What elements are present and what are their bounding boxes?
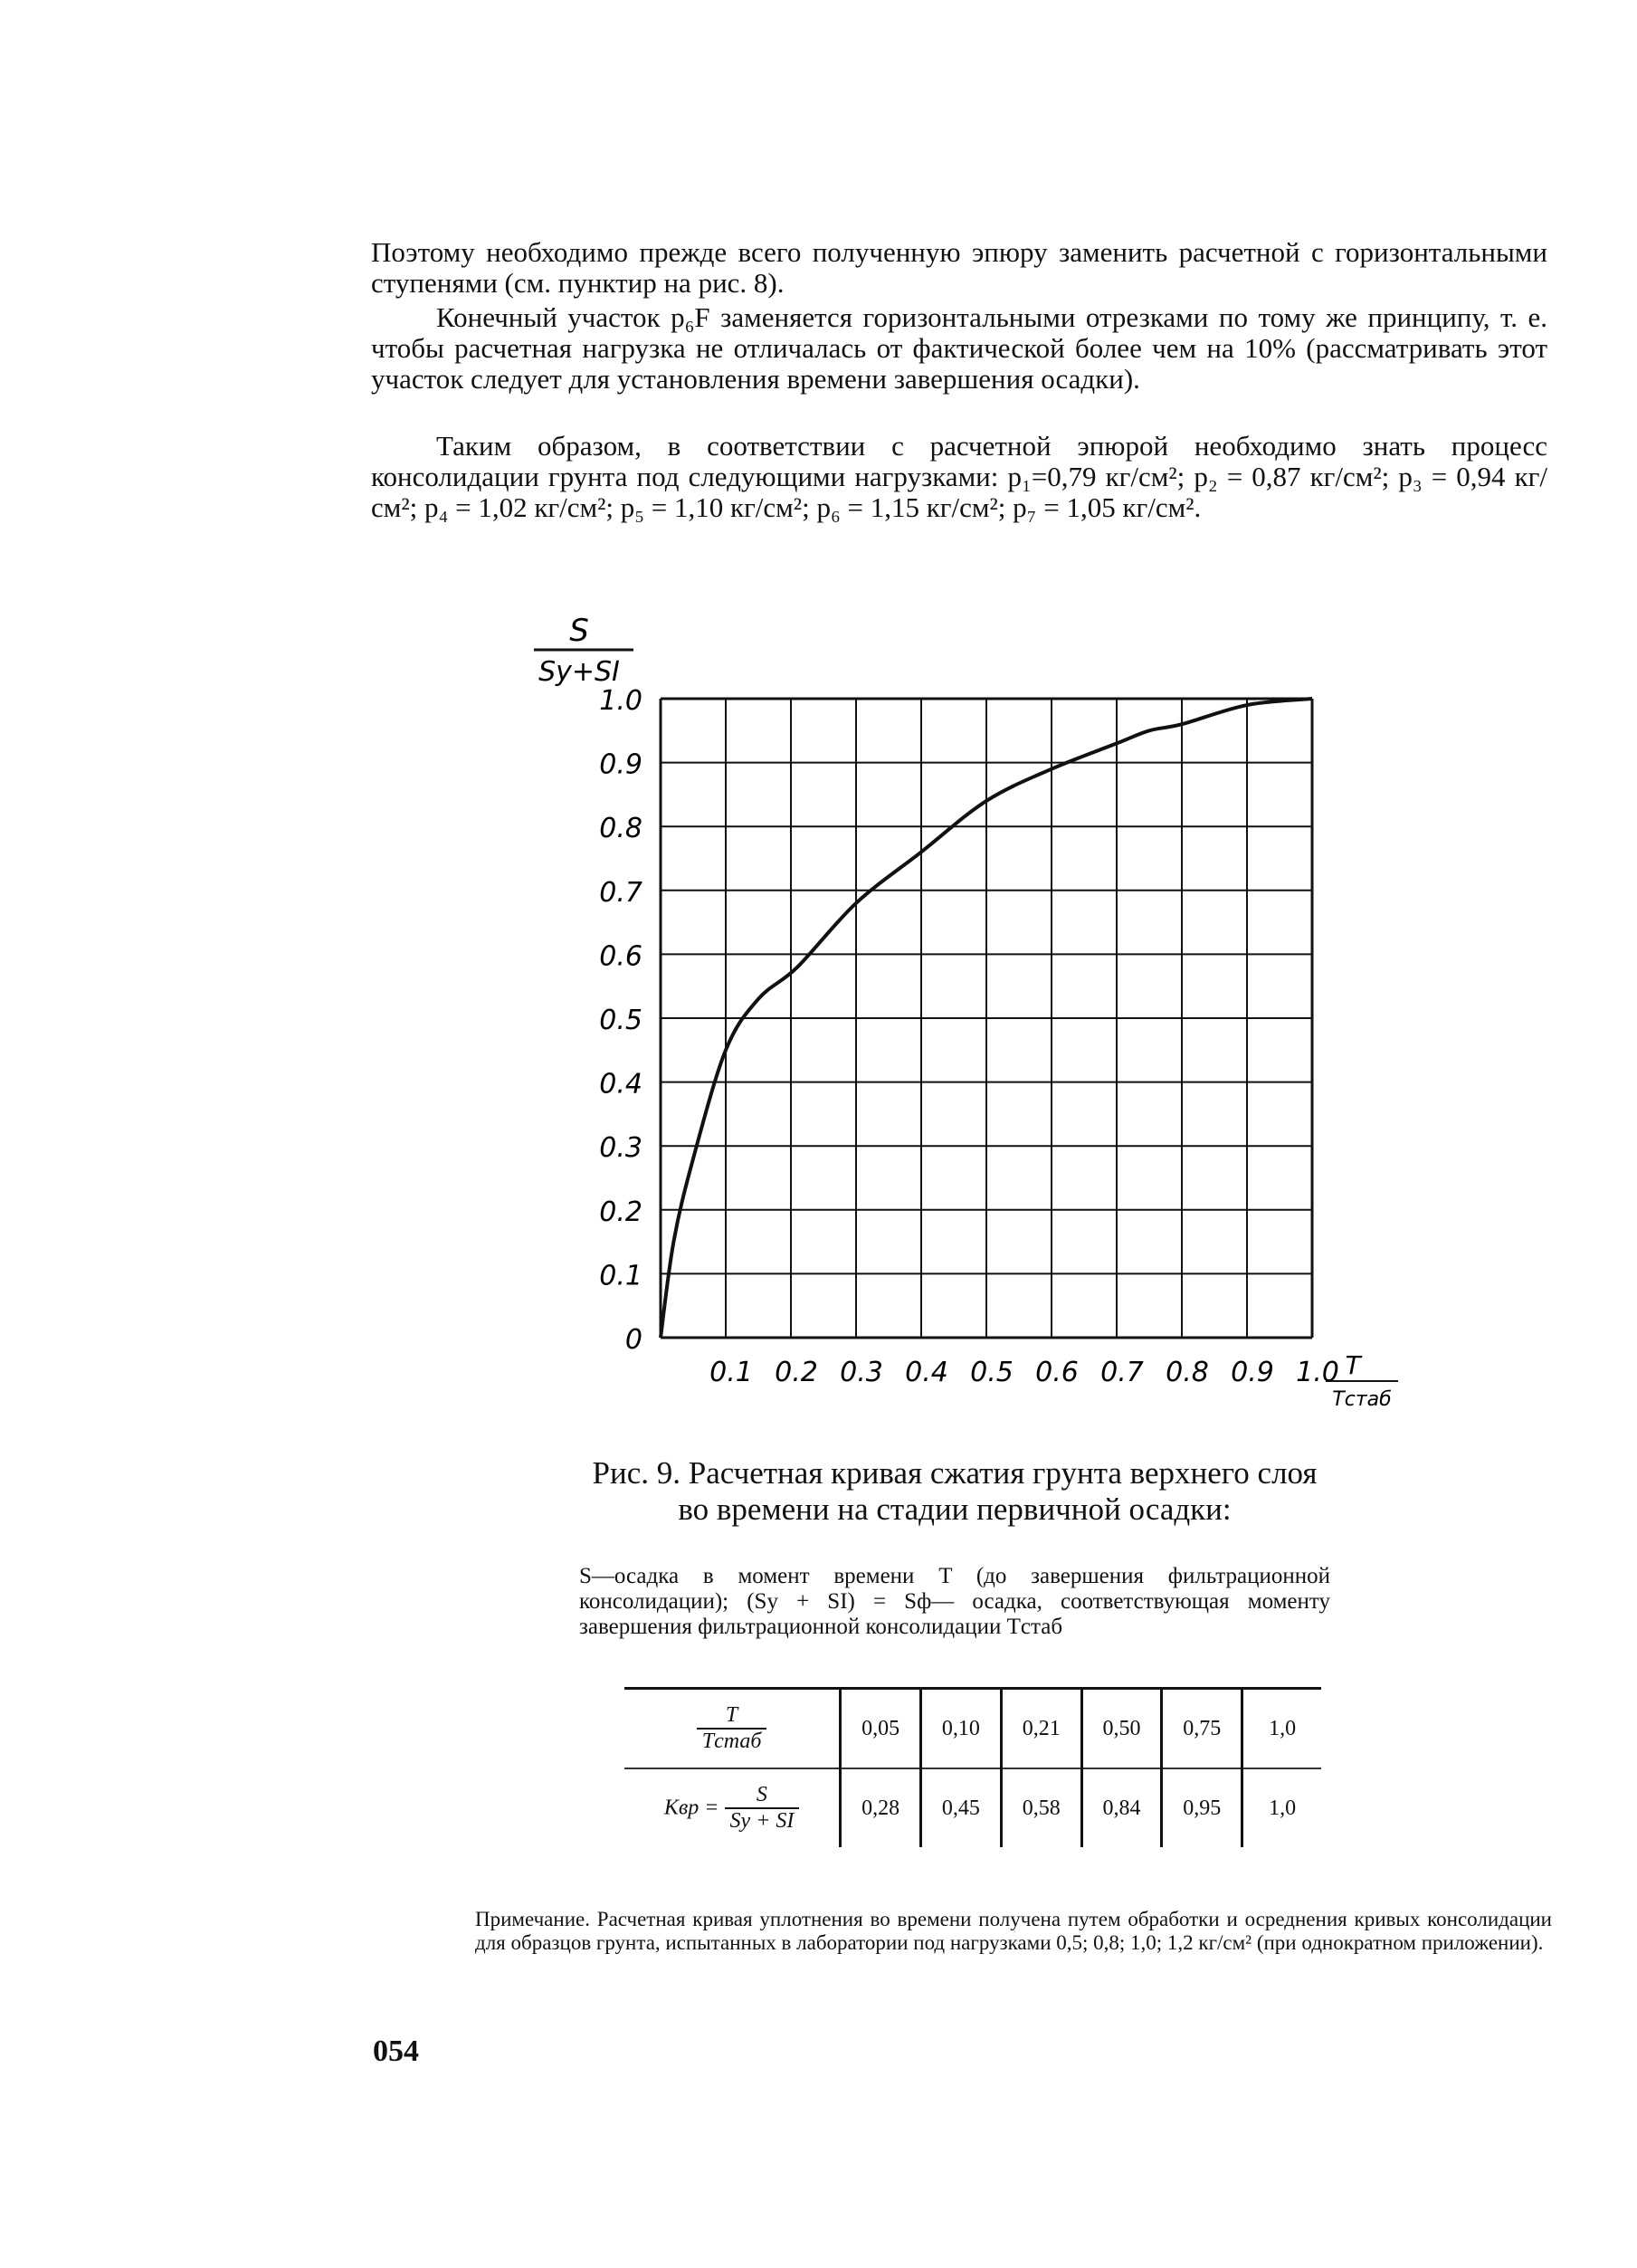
x-axis-label-denominator: Tстаб (1332, 1388, 1392, 1411)
y-tick-label: 0.9 (599, 748, 642, 781)
table-cell: 0,28 (841, 1768, 921, 1847)
y-tick-label: 0.4 (599, 1068, 642, 1101)
table-cell: 0,10 (921, 1690, 1002, 1768)
chart-ticks (599, 685, 1339, 1388)
y-tick-label: 0.3 (599, 1132, 642, 1165)
table-cell: 0,05 (841, 1690, 921, 1768)
x-tick-label: 0.3 (840, 1357, 883, 1388)
y-tick-label: 0.8 (599, 813, 642, 845)
x-tick-label: 0.5 (970, 1357, 1014, 1388)
y-tick-label: 0 (624, 1324, 642, 1356)
table-cell: 0,45 (921, 1768, 1002, 1847)
y-axis-label-denominator: Sy+SI (538, 656, 620, 688)
kvr-denominator: Sy + SI (729, 1809, 795, 1833)
x-tick-label: 0.1 (709, 1357, 753, 1388)
kvr-fraction (725, 1783, 800, 1834)
y-tick-label: 0.6 (599, 940, 642, 973)
figure-caption-title: Рис. 9. Расчетная кривая сжатия грунта верхнего слоя во времени на стадии первичной осадки: (592, 1455, 1318, 1527)
table-row-label (624, 1768, 841, 1847)
table-cell: 1,0 (1242, 1768, 1321, 1847)
data-table-container (624, 1687, 1321, 1847)
x-tick-label: 0.2 (775, 1357, 818, 1388)
x-tick-label: 0.4 (905, 1357, 948, 1388)
ratio-label (697, 1703, 767, 1754)
ratio-numerator: T (697, 1703, 767, 1730)
y-tick-label: 0.1 (599, 1260, 642, 1292)
table-cell: 0,95 (1162, 1768, 1242, 1847)
table-row (624, 1690, 1321, 1768)
y-tick-label: 0.7 (599, 876, 642, 909)
chart-grid (661, 699, 1312, 1338)
x-axis-label-numerator: T (1345, 1350, 1361, 1380)
table-cell: 0,58 (1001, 1768, 1081, 1847)
footnote: Примечание. Расчетная кривая уплотнения во времени получена путем обработки и осреднения кривых консолидации для образцов грунта, испытанных в лаборатории под нагрузками 0,5; 0,8; 1,0; 1,2 кг/см² (при однократном приложении). (475, 1908, 1557, 1954)
table-cell: 0,21 (1001, 1690, 1081, 1768)
paragraph-1: Поэтому необходимо прежде всего полученную эпюру заменить расчетной с горизонтальными ступенями (см. пунктир на рис. 8). (371, 236, 1555, 299)
paragraph-2: Конечный участок p₆F заменяется горизонтальными отрезками по тому же принципу, т. е. чтобы расчетная нагрузка не отличалась от фактической более чем на 10% (рассматривать этот участок следует для установления времени завершения осадки). (371, 301, 1555, 395)
ratio-denominator: Tстаб (701, 1730, 762, 1753)
x-tick-label: 0.9 (1231, 1357, 1274, 1388)
x-tick-label: 0.7 (1100, 1357, 1144, 1388)
y-tick-label: 0.5 (599, 1005, 642, 1036)
kvr-numerator: S (725, 1783, 800, 1809)
table-cell: 0,84 (1081, 1768, 1162, 1847)
paragraph-3: Таким образом, в соответствии с расчетной эпюрой необходимо знать процесс консолидации грунта под следующими нагрузками: p₁=0,79 кг/см²; p₂ = 0,87 кг/см²; p₃ = 0,94 кг/см²; p₄ = 1,02 кг/см²; p₅ = 1,10 кг/см²; p₆ = 1,15 кг/см²; p₇ = 1,05 кг/см². (371, 430, 1555, 523)
y-axis-label-numerator: S (569, 613, 589, 649)
table-row (624, 1768, 1321, 1847)
x-tick-label: 0.8 (1166, 1357, 1209, 1388)
page-number: 054 (373, 2035, 419, 2068)
table-cell: 0,50 (1081, 1690, 1162, 1768)
table-row-label (624, 1690, 841, 1768)
x-tick-label: 0.6 (1035, 1357, 1079, 1388)
table-cell: 0,75 (1162, 1690, 1242, 1768)
figure-caption-legend: S—осадка в момент времени T (до завершения фильтрационной консолидации); (Sy + SI) = Sф— осадка, соответствующая моменту завершения фильтрационной консолидации Tстаб (579, 1564, 1337, 1639)
table-cell: 1,0 (1242, 1690, 1321, 1768)
y-tick-label: 1.0 (599, 685, 642, 717)
y-axis-label (534, 613, 633, 688)
x-tick-label: 1.0 (1296, 1357, 1339, 1388)
data-table (624, 1690, 1321, 1847)
kvr-prefix: Kвр = (663, 1796, 719, 1820)
y-tick-label: 0.2 (599, 1196, 642, 1228)
consolidation-chart (507, 597, 1448, 1439)
